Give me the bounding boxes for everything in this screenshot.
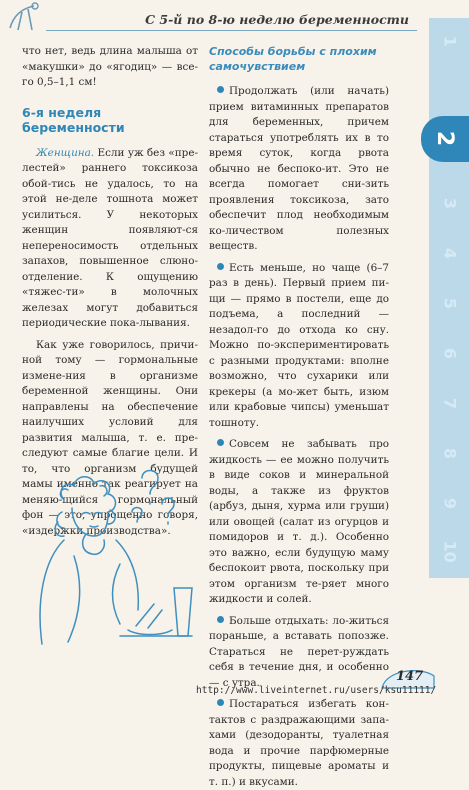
bullet-item: Есть меньше, но чаще (6–7 раз в день). Первый прием пи-щи — прямо в постели, еще до подъема, а последний — незадол-го до отхода ко сну. Можно по-экспериментировать с разными продуктами: вполне возможно, что сухарики или крекеры (а мо-жет быть, изюм или крабовые чипсы) уменьшат тошноту.	[209, 261, 389, 429]
section-heading: 6-я неделя беременности	[22, 104, 125, 135]
bullet-item: Продолжать (или начать) прием витаминных препаратов для беременных, причем стараться употреблять их в то время суток, когда рвота обычно не беспоко-ит. Это не всегда помогает сни-зить проявления токсикоза, зато обеспечит плод необходимым ко-личеством полезных веществ.	[209, 85, 389, 252]
page-number: 147	[396, 669, 424, 684]
stork-doodle-icon	[4, 0, 48, 34]
intro-paragraph: что нет, ведь длина малыша от «макушки» до «ягодиц» — все-го 0,5–1,1 см!	[22, 45, 198, 88]
paragraph-woman: Женщина. Если уж без «пре-лестей» раннего токсикоза обой-тись не удалось, то на этой не-деле тошнота может усилиться. У некоторых женщин появляют-ся непереносимость отдельных запахов, повышенное слюно-отделение. К ощущению «тяжес-ти» в молочных железах могут добавиться периодические пока-лывания.	[22, 146, 198, 329]
bullet-item: Постараться избегать кон-тактов с раздражающими запа-хами (дезодоранты, туалетная вода и прочие парфюмерные продукты, пищевые ароматы и т. п.) и вкусами.	[209, 698, 389, 788]
lead-word: Женщина.	[36, 146, 95, 159]
right-column	[209, 44, 389, 790]
bullet-dot-icon	[217, 616, 224, 623]
bullet-dot-icon	[217, 439, 224, 446]
bullet-item: Больше отдыхать: ло-житься пораньше, а вставать попозже. Стараться не перет-руждать себя в течение дня, и особенно — с утра.	[209, 614, 389, 689]
chapter-tab-strip	[429, 18, 469, 578]
tab-10: 10	[440, 540, 460, 563]
tab-6: 6	[440, 347, 460, 360]
pregnant-woman-illustration	[24, 460, 194, 656]
bullet-item: Совсем не забывать про жидкость — ее можно получить в виде соков и минеральной воды, а также из фруктов (арбуз, дыня, хурма или груши) или овощей (салат из огурцов и помидоров и т. д.). Особенно это важно, если будущую маму беспокоит рвота, поскольку при этом организм те-ряет много жидкости и солей.	[209, 438, 389, 605]
tab-3: 3	[440, 197, 460, 210]
source-url: http://www.liveinternet.ru/users/ksu11111/	[196, 685, 437, 696]
tab-1: 1	[440, 35, 460, 48]
active-chapter-tab: 2	[421, 116, 469, 162]
tab-7: 7	[440, 397, 460, 410]
bullet-dot-icon	[217, 263, 224, 270]
tab-8: 8	[440, 447, 460, 460]
running-header: С 5-й по 8-ю неделю беременности	[145, 12, 409, 27]
tab-4: 4	[440, 247, 460, 260]
paragraph-hormones: Как уже говорилось, причи-ной тому — гормональные измене-ния в организме беременной женщины. Они направлены на обеспечение наилучших условий для развития малыша, т. е. пре-следуют самые благие цели. И то, что организм будущей мамы именно так реагирует на меняю-щийся гормональный фон — это, упрощенно говоря, «издержки производства».	[22, 338, 198, 537]
bullet-dot-icon	[217, 699, 224, 706]
bullet-dot-icon	[217, 86, 224, 93]
tab-9: 9	[440, 497, 460, 510]
subsection-heading: Способы борьбы с плохим самочувствием	[209, 45, 377, 73]
tab-5: 5	[440, 297, 460, 310]
header-rule	[46, 30, 417, 31]
